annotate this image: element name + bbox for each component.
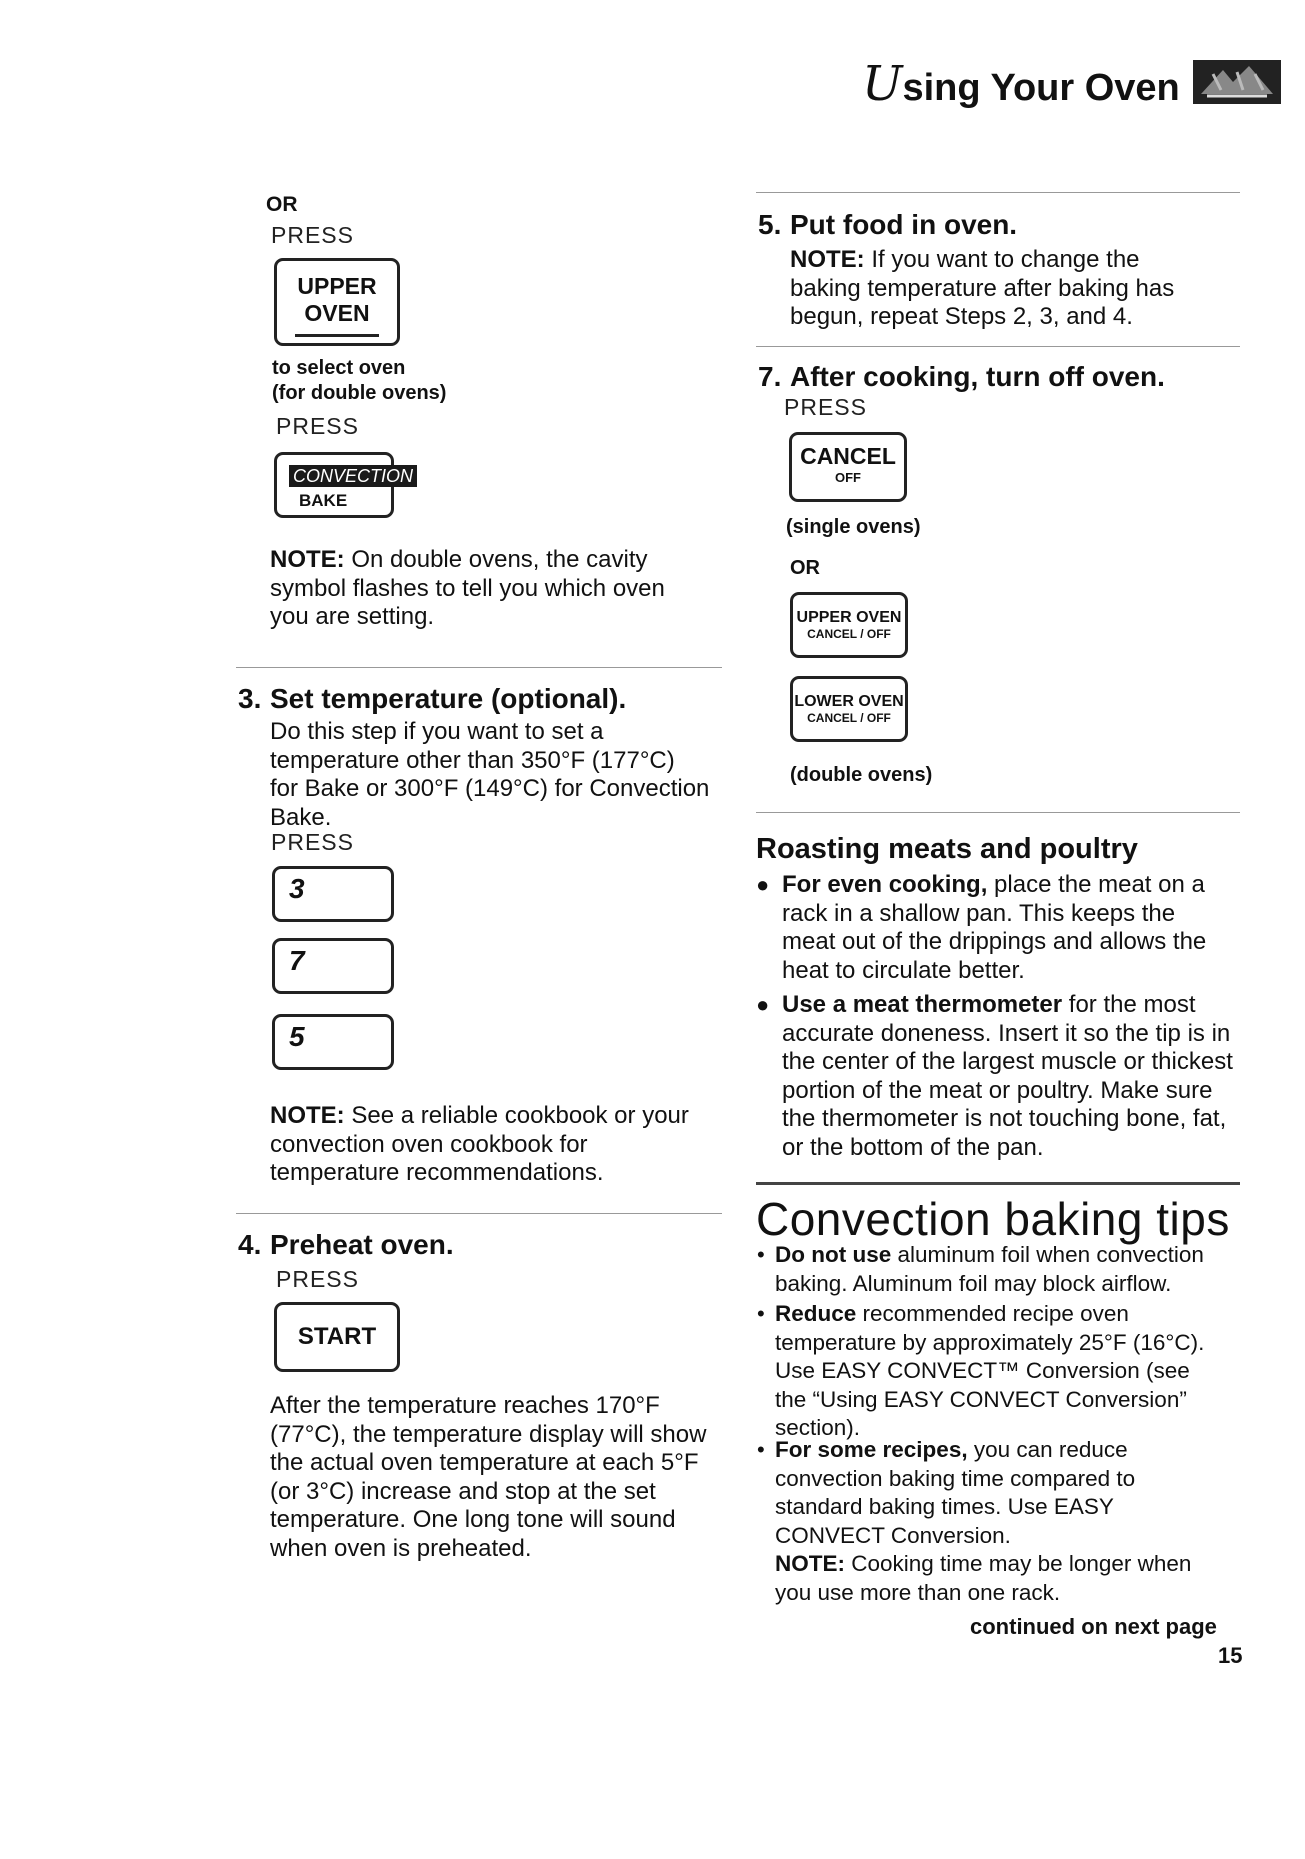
roasting-bullet-2: ● Use a meat thermometer for the most accurate doneness. Insert it so the tip is in the center of the largest muscle or thickest portion of the meat or poultry. Make sure the thermometer is not touching bone, fat, or the bottom of the pan. bbox=[756, 991, 1233, 1161]
divider bbox=[236, 1213, 722, 1214]
page-number: 15 bbox=[1218, 1643, 1243, 1668]
press-label: PRESS bbox=[784, 394, 867, 420]
step-7: 7. After cooking, turn off oven. bbox=[758, 361, 1165, 392]
convection-label: CONVECTION bbox=[289, 465, 417, 487]
preheat-description: After the temperature reaches 170°F (77°C), the temperature display will show the actual oven temperature at each 5°F (or 3°C) increase and stop at the set temperature. One long tone will sound when oven is preheated. bbox=[270, 1392, 707, 1562]
divider bbox=[756, 812, 1240, 813]
for-double-text: (for double ovens) bbox=[272, 382, 447, 404]
oven-pan-logo-icon bbox=[1193, 60, 1281, 104]
divider bbox=[236, 667, 722, 668]
or-label: OR bbox=[790, 557, 820, 579]
note-cookbook: NOTE: See a reliable cookbook or your convection oven cookbook for temperature recommendations. bbox=[270, 1102, 689, 1186]
step-4: 4. Preheat oven. bbox=[238, 1229, 454, 1260]
press-label: PRESS bbox=[276, 1266, 359, 1292]
cancel-off-key[interactable]: CANCEL OFF bbox=[789, 432, 907, 502]
convection-bullet-3: • For some recipes, you can reduce convection baking time compared to standard baking times. Use EASY CONVECT Conversion. NOTE: Cooking time may be longer when you use more than one rack. bbox=[757, 1437, 1192, 1605]
page-header-title: Using Your Oven bbox=[862, 56, 1180, 112]
convection-bullet-2: • Reduce recommended recipe oven temperature by approximately 25°F (16°C). Use EASY CONVECT™ Conversion (see the “Using EASY CONVECT Conversion” section). bbox=[757, 1301, 1205, 1440]
single-ovens-label: (single ovens) bbox=[786, 516, 921, 538]
press-label: PRESS bbox=[271, 222, 354, 248]
roasting-bullet-1: ● For even cooking, place the meat on a rack in a shallow pan. This keeps the meat out of the drippings and allows the heat to circulate better. bbox=[756, 871, 1207, 984]
roasting-heading: Roasting meats and poultry bbox=[756, 833, 1138, 865]
divider bbox=[756, 346, 1240, 347]
divider bbox=[756, 192, 1240, 193]
step-3: 3. Set temperature (optional). Do this step if you want to set a temperature other than 350°F (177°C) for Bake or 300°F (149°C) for Convection Bake. bbox=[238, 683, 710, 831]
double-ovens-label: (double ovens) bbox=[790, 764, 933, 786]
key-3[interactable]: 3 bbox=[272, 866, 394, 922]
convection-bullet-1: • Do not use aluminum foil when convection baking. Aluminum foil may block airflow. bbox=[757, 1242, 1204, 1296]
divider bbox=[756, 1182, 1240, 1185]
lower-oven-cancel-key[interactable]: LOWER OVEN CANCEL / OFF bbox=[790, 676, 908, 742]
select-oven-text: to select oven bbox=[272, 357, 406, 379]
key-5[interactable]: 5 bbox=[272, 1014, 394, 1070]
press-label: PRESS bbox=[276, 413, 359, 439]
upper-oven-key[interactable]: UPPER OVEN bbox=[274, 258, 400, 346]
start-key[interactable]: START bbox=[274, 1302, 400, 1372]
upper-oven-cancel-key[interactable]: UPPER OVEN CANCEL / OFF bbox=[790, 592, 908, 658]
convection-tips-heading: Convection baking tips bbox=[756, 1193, 1230, 1245]
step-5: 5. Put food in oven. NOTE: If you want to change the baking temperature after baking has begun, repeat Steps 2, 3, and 4. bbox=[758, 209, 1175, 330]
note-double-ovens: NOTE: On double ovens, the cavity symbol flashes to tell you which oven you are setting. bbox=[270, 546, 665, 630]
press-label: PRESS bbox=[271, 829, 354, 855]
continued-next-page: continued on next page bbox=[970, 1614, 1217, 1639]
or-label: OR bbox=[266, 193, 298, 216]
convection-bake-key[interactable]: CONVECTION BAKE bbox=[274, 452, 394, 518]
key-7[interactable]: 7 bbox=[272, 938, 394, 994]
